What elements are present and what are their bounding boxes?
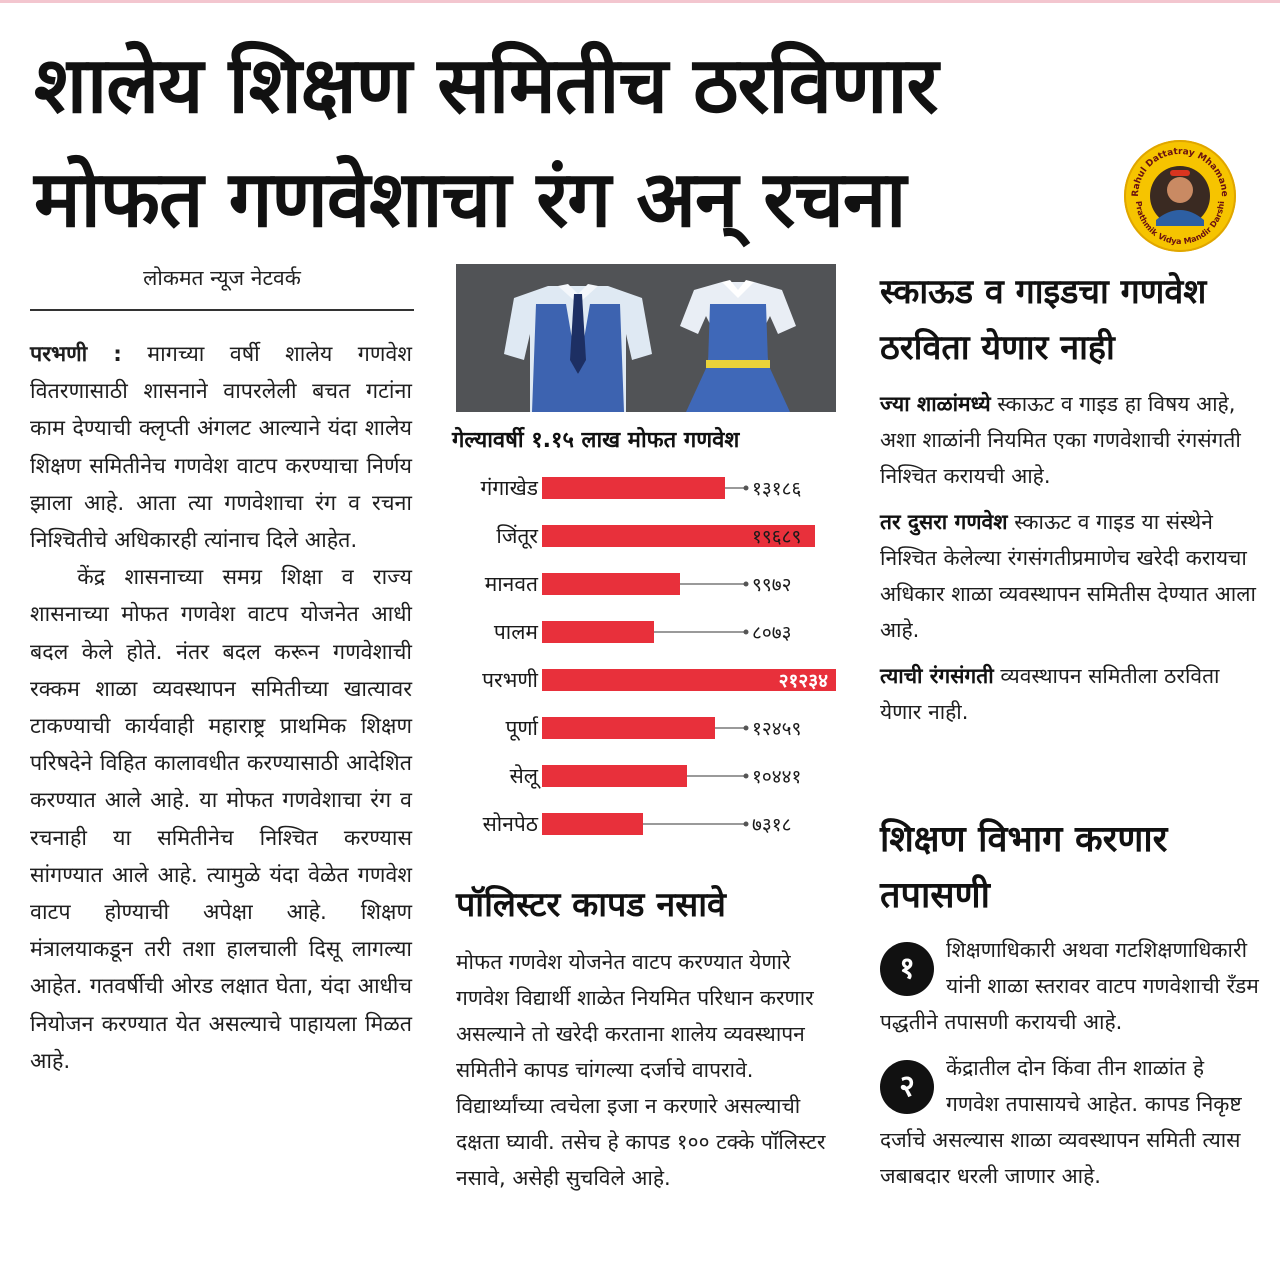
bar-value-1: १३१८६	[752, 478, 802, 500]
scout-guide-item-1-text: स्काऊट व गाइड हा विषय आहे, अशा शाळांनी नियमित एका गणवेशाची रंगसंगती निश्चित करायची आहे.	[880, 392, 1241, 488]
bar-value-6: १२४५९	[752, 718, 802, 740]
bar-label-3: मानवत	[484, 572, 538, 596]
bar-value-5: २१२३४	[778, 670, 828, 692]
polyester-heading: पॉलिस्टर कापड नसावे	[456, 885, 726, 925]
inspection-item-1-text: शिक्षणाधिकारी अथवा गटशिक्षणाधिकारी यांनी शाळा स्तरावर वाटप गणवेशाची रँडम पद्धतीने तपासणी करायची आहे.	[880, 938, 1259, 1034]
polyester-paragraph: मोफत गणवेश योजनेत वाटप करण्यात येणारे गणवेश विद्यार्थी शाळेत नियमित परिधान करणार असल्याने तो खरेदी करताना शालेय व्यवस्थापन समितीने कापड चांगल्या दर्जाचे वापरावे. विद्यार्थ्यांच्या त्वचेला इजा न करणारे असल्याची दक्षता घ्यावी. तसेच हे कापड १०० टक्के पॉलिस्टर नसावे, असेही सुचविले आहे.	[456, 950, 826, 1190]
bar-value-7: १०४४१	[752, 766, 802, 788]
left-article-body	[30, 336, 412, 1080]
scout-guide-item-1-lead: ज्या शाळांमध्ये	[880, 392, 991, 416]
top-border	[0, 0, 1280, 3]
scout-guide-item-2-lead: तर दुसरा गणवेश	[880, 510, 1008, 534]
uniform-illustration	[456, 264, 836, 412]
bar-value-8: ७३१८	[752, 814, 792, 836]
bar-label-6: पूर्णा	[505, 716, 538, 740]
polyester-body	[456, 944, 840, 1196]
bar-track-end-1	[744, 486, 749, 491]
inspection-item-1	[880, 932, 1260, 1040]
badge-school: Prathmik Vidya Mandir Darshi	[1133, 200, 1227, 247]
left-paragraph-2: केंद्र शासनाच्या समग्र शिक्षा व राज्य शासनाच्या मोफत गणवेश वाटप योजनेत आधी बदल केले होते. नंतर बदल करून गणवेशाची रक्कम शाळा व्यवस्थापन समितीच्या खात्यावर टाकण्याची कार्यवाही महाराष्ट्र प्राथमिक शिक्षण परिषदेने विहित कालावधीत करण्यासाठी आदेशित करण्यात आले आहे. या मोफत गणवेशाचा रंग व रचनाही या समितीनेच निश्चित करण्यास सांगण्यात आले आहे. त्यामुळे यंदा वेळेत गणवेश वाटप होण्याची अपेक्षा आहे. शिक्षण मंत्रालयाकडून तरी तशा हालचाली दिसू लागल्या आहेत. गतवर्षीची ओरड लक्षात घेता, यंदा आधीच नियोजन करण्यात येत असल्याचे पाहायला मिळत आहे.	[30, 565, 412, 1074]
bar-1	[542, 477, 725, 499]
scout-guide-item-2	[880, 504, 1260, 648]
scout-guide-heading: स्काऊड व गाइडचा गणवेश ठरविता येणार नाही	[880, 272, 1207, 368]
bar-value-2: १९६८९	[752, 526, 802, 548]
inspection-item-2-text: केंद्रातील दोन किंवा तीन शाळांत हे गणवेश तपासायचे आहेत. कापड निकृष्ट दर्जाचे असल्यास शाळा व्यवस्थापन समिती त्यास जबाबदार धरली जाणार आहे.	[880, 1056, 1242, 1188]
bar-label-7: सेलू	[509, 764, 538, 788]
bar-track-end-3	[744, 582, 749, 587]
bar-label-4: पालम	[493, 620, 538, 644]
scout-guide-body	[880, 386, 1260, 740]
bar-label-8: सोनपेठ	[482, 812, 538, 836]
headline-line-2: मोफत गणवेशाचा रंग अन् रचना	[34, 155, 906, 245]
byline: लोकमत न्यूज नेटवर्क	[143, 266, 301, 290]
bar-label-1: गंगाखेड	[480, 476, 538, 500]
byline-divider	[30, 309, 414, 311]
bar-label-5: परभणी	[482, 668, 538, 692]
author-badge-graphic	[1124, 140, 1236, 252]
left-paragraph-1-text: मागच्या वर्षी शालेय गणवेश वितरणासाठी शासनाने वापरलेली बचत गटांना काम देण्याची क्लृप्ती अंगलट आल्याने यंदा शालेय शिक्षण समितीनेच गणवेश वाटप करण्याचा निर्णय झाला आहे. आता त्या गणवेशाचा रंग व रचना निश्चितीचे अधिकारही त्यांनाच दिले आहेत.	[30, 342, 412, 554]
bar-track-end-4	[744, 630, 749, 635]
uniform-photo	[456, 264, 836, 412]
district-uniform-bar-chart	[452, 462, 836, 854]
number-badge-1: १	[880, 942, 934, 996]
bar-track-end-6	[744, 726, 749, 731]
bar-value-3: ९९७२	[752, 574, 792, 596]
scout-guide-item-3-text: व्यवस्थापन समितीला ठरविता येणार नाही.	[880, 664, 1220, 724]
bar-6	[542, 717, 715, 739]
chart-title: गेल्यावर्षी १.१५ लाख मोफत गणवेश	[452, 428, 740, 453]
bar-8	[542, 813, 643, 835]
left-paragraph-1	[30, 336, 412, 559]
bar-4	[542, 621, 654, 643]
dateline: परभणी :	[30, 342, 122, 367]
bar-label-2: जिंतूर	[496, 524, 538, 548]
inspection-item-2	[880, 1050, 1260, 1194]
scout-guide-item-2-text: स्काऊट व गाइड या संस्थेने निश्चित केलेल्या रंगसंगतीप्रमाणेच खरेदी करायचा अधिकार शाळा व्यवस्थापन समितीस देण्यात आला आहे.	[880, 510, 1256, 642]
bar-3	[542, 573, 680, 595]
scout-guide-item-3	[880, 658, 1260, 730]
bar-track-end-8	[744, 822, 749, 827]
headline-line-1: शालेय शिक्षण समितीच ठरविणार	[34, 41, 938, 131]
bar-track-end-7	[744, 774, 749, 779]
scout-guide-item-1	[880, 386, 1260, 494]
number-badge-2: २	[880, 1060, 934, 1114]
bar-7	[542, 765, 687, 787]
inspection-heading: शिक्षण विभाग करणार तपासणी	[880, 819, 1168, 916]
inspection-list	[880, 932, 1260, 1204]
bar-value-4: ८०७३	[752, 622, 792, 644]
author-badge	[1124, 140, 1236, 252]
badge-name: Rahul Dattatray Mhamane	[1130, 146, 1230, 198]
scout-guide-item-3-lead: त्याची रंगसंगती	[880, 664, 994, 688]
